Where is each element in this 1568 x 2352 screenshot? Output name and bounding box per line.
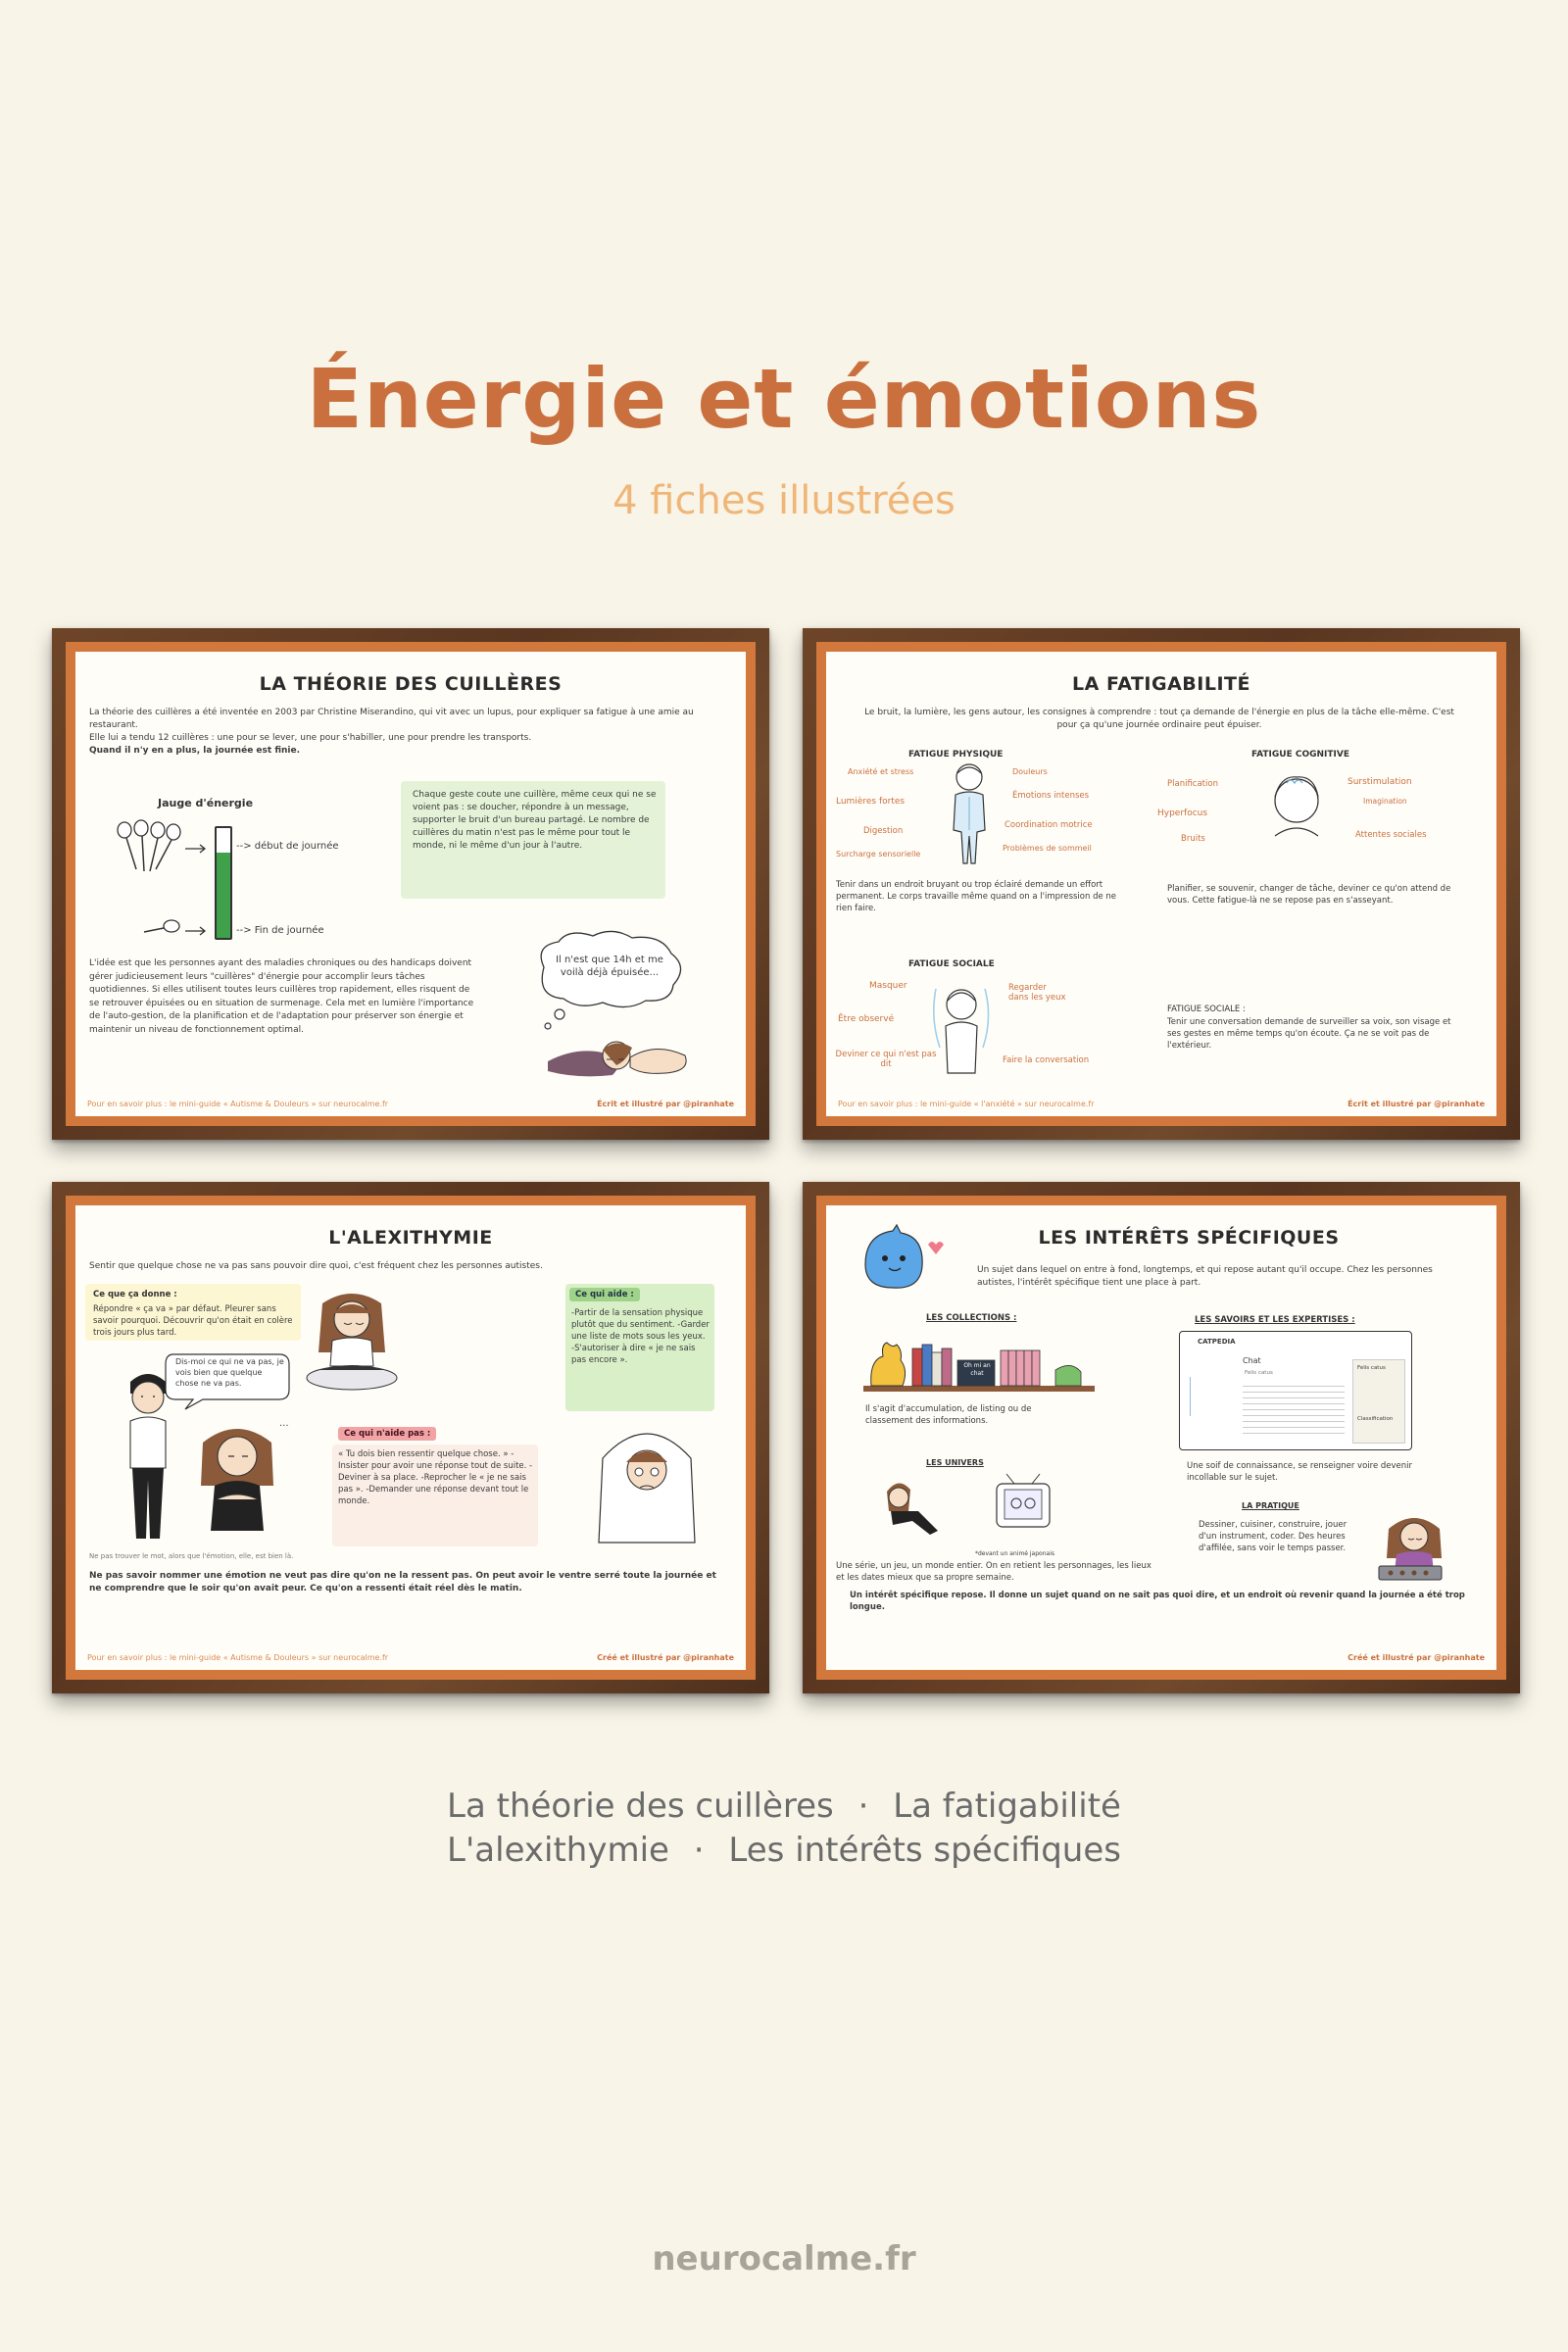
card-body: Un intérêt spécifique repose. Il donne un sujet quand on ne sait pas quoi dire, et un endroit où revenir quand la journée a été trop longue. — [850, 1591, 1465, 1612]
section-text: Une soif de connaissance, se renseigner voire devenir incollable sur le sujet. — [1187, 1461, 1413, 1483]
physique-label: Coordination motrice — [1004, 820, 1093, 830]
page-subtitle: 4 fiches illustrées — [612, 478, 956, 523]
what-doesnt-help-tag: Ce qui n'aide pas : — [338, 1427, 436, 1441]
physique-label: Émotions intenses — [1012, 791, 1090, 801]
section-title: LES COLLECTIONS : — [926, 1313, 1017, 1323]
card-title: LA FATIGABILITÉ — [1072, 673, 1250, 695]
cognitive-label: Attentes sociales — [1355, 830, 1427, 840]
sociale-label: Regarder dans les yeux — [1008, 983, 1066, 1003]
card-fatigability — [803, 628, 1520, 1140]
card-special-interests — [803, 1182, 1520, 1693]
wiki-side-links — [1190, 1377, 1230, 1416]
site-footer[interactable]: neurocalme.fr — [652, 2239, 916, 2278]
physique-label: Lumières fortes — [836, 797, 906, 807]
arrow-icon — [185, 926, 209, 936]
physique-label: Douleurs — [1012, 767, 1048, 776]
sociale-label: Faire la conversation — [1003, 1055, 1090, 1065]
boy-standing-illustration — [119, 1370, 177, 1546]
section-text: Tenir dans un endroit bruyant ou trop éclairé demande un effort permanent. Le corps travaille même quand on a l'impression de ne rien faire. — [836, 880, 1117, 913]
card-footer-left: Pour en savoir plus : le mini-guide « Autisme & Douleurs » sur neurocalme.fr — [87, 1100, 389, 1108]
single-spoon-icon — [142, 918, 181, 938]
gauge-start-label: --> début de journée — [236, 841, 339, 852]
physique-label: Surcharge sensorielle — [836, 850, 921, 858]
card-alexithymia — [52, 1182, 769, 1693]
cognitive-label: Hyperfocus — [1157, 808, 1208, 818]
info-box: Chaque geste coute une cuillère, même ceux qui ne se voient pas : se doucher, répondre à un message, supporter le bruit d'un bureau partagé. Le nombre de cuillères du matin n'est pas le même pour tout le monde, ni le même d'un jour à l'autre. — [401, 781, 665, 899]
card-spoon-theory — [52, 628, 769, 1140]
section-text: Tenir une conversation demande de surveiller sa voix, son visage et ses gestes en même temps qu'on écoute. Ça ne se voit pas de l'extérieur. — [1167, 1017, 1451, 1051]
section-title: LES SAVOIRS ET LES EXPERTISES : — [1195, 1315, 1355, 1325]
card-intro: La théorie des cuillères a été inventée en 2003 par Christine Miserandino, qui vit avec un lupus, pour expliquer sa fatigue à une amie au restaurant. Elle lui a tendu 12 cuillères : une pour se lever, une pour s'habiller, une pour prendre les transports. Quand il n'y en a plus, la journée est finie. — [89, 708, 694, 756]
illustration-caption: Ne pas trouver le mot, alors que l'émotion, elle, est bien là. — [89, 1552, 294, 1560]
section-title: FATIGUE PHYSIQUE — [908, 750, 1004, 760]
sign-text: Oh mi an chat — [963, 1362, 991, 1377]
section-title: FATIGUE SOCIALE — [908, 959, 995, 969]
arrow-icon — [185, 844, 209, 854]
card-footer-left: Pour en savoir plus : le mini-guide « l'anxiété » sur neurocalme.fr — [838, 1100, 1095, 1108]
section-text: Planifier, se souvenir, changer de tâche, deviner ce qu'on attend de vous. Cette fatigue-là ne se repose pas en s'asseyant. — [1167, 884, 1451, 906]
section-text: Il s'agit d'accumulation, de listing ou de classement des informations. — [865, 1404, 1032, 1426]
physique-label: Digestion — [863, 826, 904, 836]
spoons-icon — [115, 820, 183, 879]
card-title: LES INTÉRÊTS SPÉCIFIQUES — [1038, 1227, 1340, 1249]
girl-watching-tv-illustration — [879, 1472, 1075, 1550]
card-intro: Sentir que quelque chose ne va pas sans pouvoir dire quoi, c'est fréquent chez les personnes autistes. — [89, 1261, 543, 1271]
section-title: LA PRATIQUE — [1242, 1501, 1299, 1510]
sociale-label: Masquer — [869, 981, 907, 991]
what-doesnt-help-box: « Tu dois bien ressentir quelque chose. » -Insister pour avoir une réponse tout de suite. -Deviner à sa place. -Reprocher le « je ne sais pas ». -Demander une réponse devant tout le monde. — [332, 1445, 538, 1546]
thought-text: Il n'est que 14h et me voilà déjà épuisée... — [556, 955, 663, 978]
thought-bubble — [524, 928, 691, 1036]
social-figure-illustration — [930, 979, 993, 1077]
energy-gauge — [215, 826, 232, 940]
ellipsis: ... — [279, 1418, 289, 1429]
card-footer-left: Pour en savoir plus : le mini-guide « Autisme & Douleurs » sur neurocalme.fr — [87, 1653, 389, 1662]
card-title: LA THÉORIE DES CUILLÈRES — [259, 673, 563, 695]
wiki-article-subtitle: Felis catus — [1245, 1370, 1273, 1376]
physique-label: Anxiété et stress — [848, 767, 914, 776]
speech-text: Dis-moi ce qui ne va pas, je vois bien que quelque chose ne va pas. — [175, 1357, 284, 1388]
energy-gauge-fill — [217, 853, 230, 938]
caption-line-1: La théorie des cuillères · La fatigabilité — [447, 1787, 1121, 1826]
caption-line-2: L'alexithymie · Les intérêts spécifiques — [447, 1831, 1121, 1870]
card-body: Ne pas savoir nommer une émotion ne veut pas dire qu'on ne la ressent pas. On peut avoir le ventre serré toute la journée et ne comprendre que le soir qu'on avait peur. Ce qu'on a ressenti était réel dès le matin. — [89, 1571, 716, 1593]
wiki-article-title: Chat — [1243, 1356, 1261, 1365]
gauge-end-label: --> Fin de journée — [236, 925, 324, 936]
card-intro: Le bruit, la lumière, les gens autour, les consignes à comprendre : tout ça demande de l'énergie en plus de la tâche elle-même. C'est pour ça qu'une journée ordinaire peut épuiser. — [864, 708, 1454, 730]
tired-girl-illustration — [548, 1032, 695, 1081]
illustration-note: *devant un animé japonais — [975, 1550, 1054, 1557]
meditating-girl-illustration — [303, 1284, 401, 1392]
social-text-title: FATIGUE SOCIALE : — [1167, 1004, 1246, 1014]
section-title: LES UNIVERS — [926, 1458, 984, 1467]
card-footer-right: Écrit et illustré par @piranhate — [1348, 1100, 1485, 1108]
gauge-title: Jauge d'énergie — [158, 797, 254, 809]
section-title: FATIGUE COGNITIVE — [1251, 750, 1349, 760]
blue-blob-mascot-illustration — [856, 1225, 944, 1294]
wiki-body-lines — [1243, 1381, 1345, 1434]
card-body: L'idée est que les personnes ayant des maladies chroniques ou des handicaps doivent gérer judicieusement leurs "cuillères" d'énergie pour accomplir leurs tâches quotidiennes. Si elles utilisent toutes leurs cuillères trop rapidement, elles risquent de se retrouver épuisées ou en situation de surmenage. Cela met en lumière l'importance de l'auto-gestion, de la planification et de l'adaptation pour préserver son énergie et maintenir un niveau de fonctionnement optimal. — [89, 958, 474, 1035]
wiki-name: CATPEDIA — [1198, 1338, 1236, 1346]
head-figure-illustration — [1257, 767, 1336, 846]
section-text: Une série, un jeu, un monde entier. On en retient les personnages, les lieux et les dates mieux que sa propre semaine. — [836, 1561, 1152, 1583]
card-footer-right: Écrit et illustré par @piranhate — [597, 1100, 734, 1108]
card-footer-right: Créé et illustré par @piranhate — [1348, 1653, 1485, 1662]
sociale-label: Deviner ce qui n'est pas dit — [835, 1050, 937, 1069]
cognitive-label: Surstimulation — [1348, 777, 1412, 787]
card-intro: Un sujet dans lequel on entre à fond, longtemps, et qui repose autant qu'il occupe. Chez les personnes autistes, l'intérêt spécifique tient une place à part. — [977, 1265, 1433, 1288]
body-figure-illustration — [942, 761, 997, 867]
wiki-infobox: Felis catus Classification — [1352, 1359, 1405, 1444]
sociale-label: Être observé — [838, 1014, 895, 1024]
sad-girl-illustration — [193, 1417, 281, 1535]
physique-label: Problèmes de sommeil — [1003, 844, 1092, 853]
wiki-window — [1179, 1331, 1412, 1450]
girl-baking-illustration — [1375, 1509, 1453, 1588]
blanket-girl-illustration — [593, 1419, 701, 1546]
section-text: Dessiner, cuisiner, construire, jouer d'un instrument, coder. Des heures d'affilée, sans voir le temps passer. — [1199, 1520, 1348, 1553]
what-helps-box: Ce qui aide : -Partir de la sensation physique plutôt que du sentiment. -Garder une liste de mots sous les yeux. -S'autoriser à dire « je ne sais pas encore ». — [565, 1284, 714, 1411]
card-footer-right: Créé et illustré par @piranhate — [597, 1653, 734, 1662]
cognitive-label: Planification — [1167, 779, 1218, 789]
what-it-looks-like-box: Ce que ça donne : Répondre « ça va » par défaut. Pleurer sans savoir pourquoi. Découvrir qu'on était en colère trois jours plus tard. — [85, 1284, 301, 1341]
page-title: Énergie et émotions — [306, 351, 1262, 447]
card-title: L'ALEXITHYMIE — [328, 1227, 493, 1249]
cognitive-label: Imagination — [1363, 797, 1407, 806]
cognitive-label: Bruits — [1181, 834, 1205, 844]
